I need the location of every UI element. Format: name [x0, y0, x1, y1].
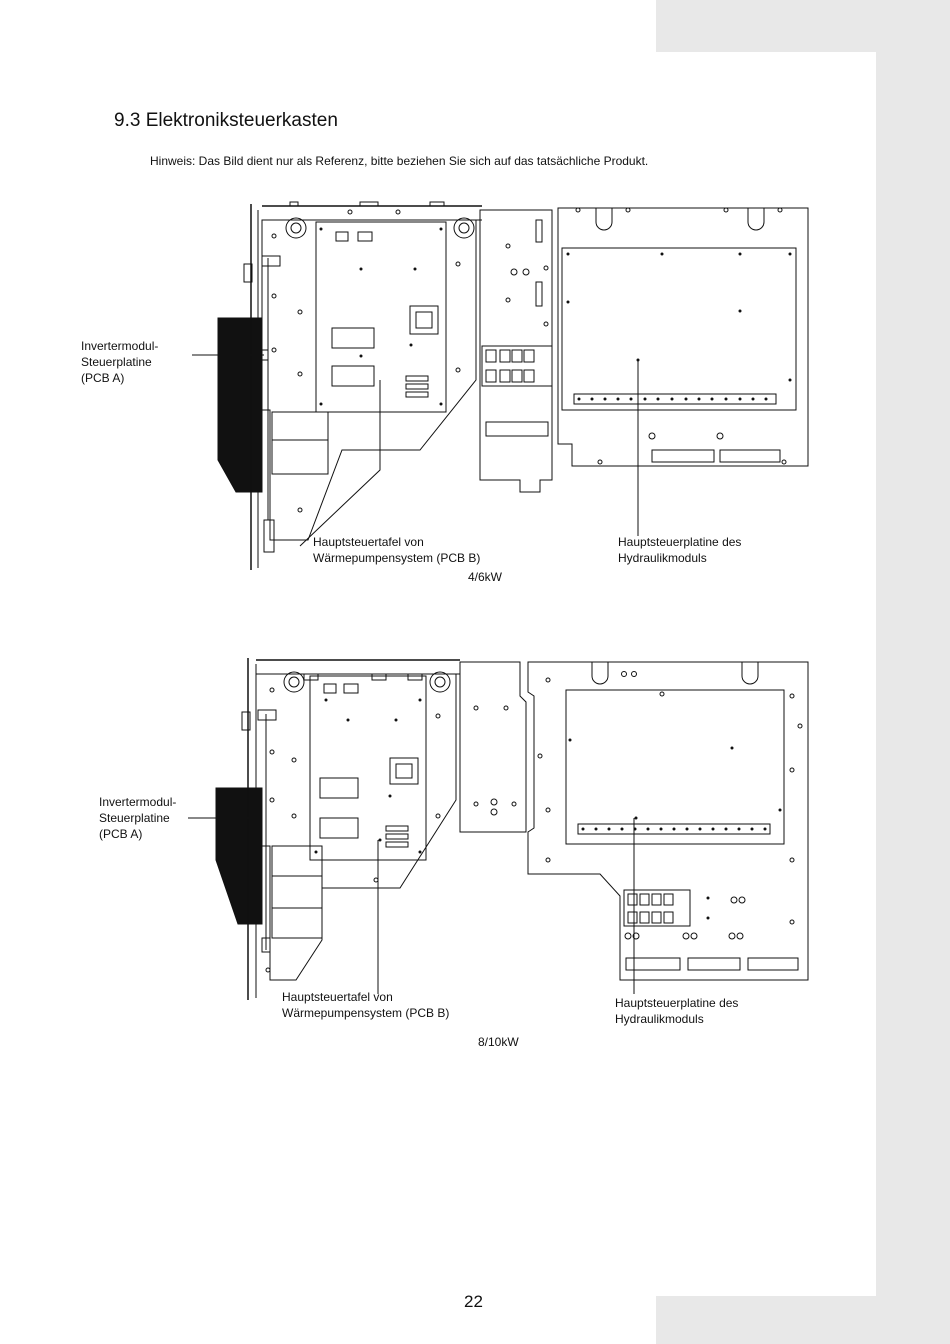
label-main-pcb-b-fig2	[282, 989, 449, 1021]
diagram-4-6kw	[192, 202, 808, 570]
label-hydro-line2: Hydraulikmoduls	[618, 551, 707, 565]
label-inverter-line1: Invertermodul-	[81, 339, 159, 353]
page-number: 22	[464, 1292, 483, 1311]
label-hydro-line2: Hydraulikmoduls	[615, 1012, 704, 1026]
heatsink-4-6kw	[218, 318, 262, 492]
label-hydro-line1: Hauptsteuerplatine des	[615, 996, 739, 1010]
label-inverter-line2: Steuerplatine	[81, 355, 152, 369]
reference-note: Hinweis: Das Bild dient nur als Referenz, bitte beziehen Sie sich auf das tatsächliche Produkt.	[150, 154, 649, 168]
label-inverter-line3: (PCB A)	[99, 827, 143, 841]
label-main-pcb-b-fig1	[313, 534, 480, 566]
label-inverter-line3: (PCB A)	[81, 371, 125, 385]
label-hydro-line1: Hauptsteuerplatine des	[618, 535, 742, 549]
label-main-line2: Wärmepumpensystem (PCB B)	[313, 551, 481, 565]
label-inverter-line1: Invertermodul-	[99, 795, 177, 809]
label-hydraulic-pcb-fig2	[615, 995, 738, 1027]
section-title: 9.3 Elektroniksteuerkasten	[114, 110, 338, 131]
label-main-line1: Hauptsteuertafel von	[313, 535, 424, 549]
label-inverter-line2: Steuerplatine	[99, 811, 170, 825]
label-inverter-pcb-a-fig1	[81, 338, 158, 386]
caption-8-10kw: 8/10kW	[478, 1035, 519, 1049]
label-main-line1: Hauptsteuertafel von	[282, 990, 393, 1004]
label-inverter-pcb-a-fig2	[99, 794, 176, 842]
label-main-line2: Wärmepumpensystem (PCB B)	[282, 1006, 450, 1020]
label-hydraulic-pcb-fig1	[618, 534, 741, 566]
caption-4-6kw: 4/6kW	[468, 570, 503, 584]
diagram-8-10kw	[188, 658, 808, 1000]
heatsink-8-10kw	[216, 788, 262, 924]
